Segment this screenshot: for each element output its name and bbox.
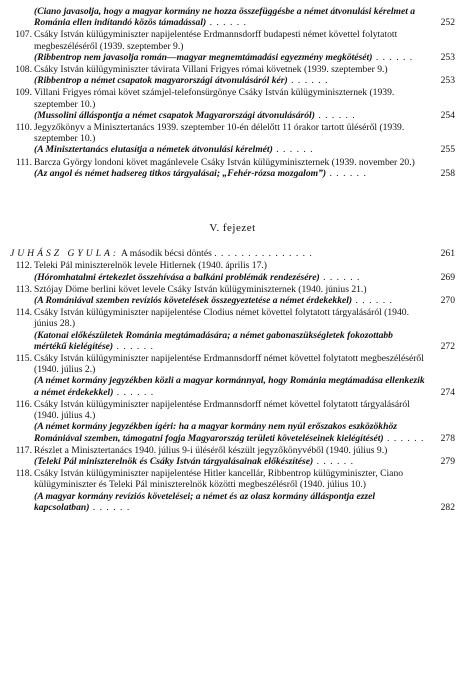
entry-number: 116. (15, 398, 32, 410)
page-number: 282 (440, 501, 455, 513)
entry-note: (Ribbentrop a német csapatok magyarországi átvonulásáról kér) (34, 75, 288, 87)
toc-entry-body (10, 260, 455, 282)
entry-text: Csáky István külügyminiszter napijelentése Erdmannsdorff budapesti német követtel folytatott megbeszéléséről (1939. szeptember 9.) (34, 29, 398, 52)
leader-dots: . . . . . . (319, 271, 361, 283)
entry-note: (A magyar kormány revíziós követelései; a német és az olasz kormány álláspontja ezzel kapcsolatban) (34, 490, 376, 513)
page-number: 253 (440, 51, 455, 63)
toc-entry (10, 157, 455, 179)
toc-entry-body (10, 29, 455, 63)
toc-entry (10, 307, 455, 352)
entry-note: (Mussolini álláspontja a német csapatok Magyarországi átvonulásáról) (34, 109, 315, 121)
toc-list-bottom (10, 260, 455, 512)
section-author: JUHÁSZ GYULA: (10, 248, 120, 260)
entry-note: (Ciano javasolja, hogy a magyar kormány ne hozza összefüggésbe a német átvonulási kérelmet a Románia ellen indítandó közös támadással) (34, 6, 416, 29)
toc-entry (10, 468, 455, 513)
toc-entry (10, 284, 455, 306)
page-number: 269 (440, 271, 455, 283)
toc-entry-body (10, 284, 455, 306)
toc-entry-body (10, 87, 455, 121)
entry-number: 114. (15, 307, 32, 319)
entry-text: Villani Frigyes római követ számjel-telefonsürgönye Csáky István külügyminiszternek (1939. szeptember 10.) (34, 87, 395, 110)
leader-dots: . . . . . . (326, 167, 367, 179)
toc-entry-body (10, 157, 455, 179)
toc-entry (10, 29, 455, 63)
entry-text: Csáky István külügyminiszter napijelentése Hitler kancellár, Ribbentrop külügyminiszter, Ciano külügyminiszter és Teleki Pál miniszterelnök közötti megbeszélésről (1940. július 10.) (34, 468, 404, 491)
page-number: 270 (440, 295, 455, 307)
page-number: 258 (440, 167, 455, 179)
entry-text: Csáky István külügyminiszter napijelentése Erdmannsdorff német követtel folytatott megbeszéléséről (1940. július 2.) (34, 353, 424, 376)
page-number: 261 (440, 248, 455, 260)
entry-number: 112. (15, 260, 32, 272)
page-number: 272 (440, 340, 455, 352)
chapter-heading: V. fejezet (209, 222, 256, 235)
leader-dots: . . . . . . (272, 144, 314, 156)
leader-dots: . . . . . . (89, 501, 131, 513)
entry-note: (A Minisztertanács elutasítja a németek átvonulási kérelmét) (34, 144, 273, 156)
entry-text: Csáky István külügyminiszter napijelentése Erdmannsdorff német követtel folytatott tárgyalásáról (1940. július 4.) (34, 398, 410, 422)
entry-number: 113. (15, 283, 32, 295)
leader-dots: . . . . . . . . . . . . . . . (214, 248, 313, 260)
entry-note: (Hóromhatalmi értekezlet összehívása a balkáni problémák rendezésére) (34, 271, 320, 283)
entry-text: Csáky István külügyminiszter napijelentése Clodius német követtel folytatott tárgyalásáról (1940. június 28.) (34, 307, 409, 330)
page-number: 278 (440, 432, 455, 444)
page-number: 274 (440, 386, 455, 398)
leader-dots: . . . . . . (287, 75, 329, 87)
toc-entry (10, 445, 455, 467)
toc-entry-body (10, 468, 455, 513)
entry-text: Jegyzőkönyv a Minisztertanács 1939. szeptember 10-én délelőtt 11 órakor tartott üléséről (1939. szeptember 10.) (34, 122, 405, 145)
entry-number: 118. (15, 468, 32, 480)
section-title-text: A második bécsi döntés (120, 248, 212, 260)
entry-number: 115. (15, 353, 32, 365)
page-number: 252 (440, 17, 455, 29)
entry-note: (Az angol és német hadsereg titkos tárgyalásai; „Fehér-rózsa mozgalom”) (34, 167, 327, 179)
entry-number: 117. (15, 444, 32, 456)
toc-entry (10, 64, 455, 86)
entry-text: Részlet a Minisztertanács 1940. július 9-i üléséről készült jegyzőkönyvéből (1940. július 9.) (34, 444, 388, 456)
entry-text: Sztójay Döme berlini követ levele Csáky István külügyminiszternek (1940. június 21.) (34, 283, 367, 295)
page-number: 255 (440, 144, 455, 156)
leader-dots: . . . . . . (352, 295, 393, 307)
leader-dots: . . . . . . (372, 51, 414, 63)
toc-entry (10, 6, 455, 28)
entry-note: (A német kormány jegyzékben ígéri: ha a magyar kormány nem nyúl erőszakos eszközökhöz Romániával szemben, támogatni fogja Magyarország területi követeléseinek kielégítését) (34, 421, 397, 444)
entry-number: 108. (15, 64, 32, 76)
toc-entry-body (10, 122, 455, 156)
page-number: 279 (440, 455, 455, 467)
entry-text: Barcza György londoni követ magánlevele Csáky István külügyminiszternek (1939. november 20.) (34, 156, 415, 168)
leader-dots: . . . . . . (313, 455, 354, 467)
toc-entry (10, 399, 455, 444)
entry-note: (Teleki Pál miniszterelnök és Csáky István tárgyalásainak előkészítése) (34, 455, 314, 467)
entry-number: 109. (15, 87, 32, 99)
entry-text: Teleki Pál miniszterelnök levele Hitlernek (1940. április 17.) (34, 260, 267, 272)
toc-entry-body (10, 307, 455, 352)
section-title (10, 248, 455, 259)
entry-note: (A Romániával szemben revíziós követelések összegyeztetése a német érdekekkel) (34, 295, 353, 307)
toc-entry (10, 122, 455, 156)
toc-entry-body (10, 399, 455, 444)
entry-text: Csáky István külügyminiszter távirata Villani Frigyes római követnek (1939. szeptember 9.) (34, 64, 388, 76)
entry-note: (A német kormány jegyzékben közli a magyar kormánnyal, hogy Románia megtámadása ellenkezik a német érdekekkel) (34, 375, 425, 398)
entry-note: (Katonai előkészületek Románia megtámadására; a német gabonaszükségletek fokozottabb mértékű kielégítése) (34, 329, 393, 352)
leader-dots: . . . . . . (206, 17, 247, 29)
toc-entry (10, 87, 455, 121)
entry-number: 110. (15, 122, 32, 134)
page-number: 254 (440, 109, 455, 121)
toc-entry-body (10, 64, 455, 86)
leader-dots: . . . . . . (113, 386, 155, 398)
toc-entry-body (10, 353, 455, 398)
toc-entry-body (10, 445, 455, 467)
leader-dots: . . . . . . (113, 340, 154, 352)
toc-entry-body (10, 6, 455, 28)
toc-entry (10, 260, 455, 282)
leader-dots: . . . . . . (383, 432, 425, 444)
leader-dots: . . . . . . (314, 109, 356, 121)
entry-note: (Ribbentrop nem javasolja román—magyar megnemtámadási egyezmény megkötését) (34, 51, 373, 63)
entry-number: 111. (15, 156, 32, 168)
toc-list-top (10, 6, 455, 179)
toc-entry (10, 353, 455, 398)
entry-number: 107. (15, 29, 32, 41)
page-number: 253 (440, 75, 455, 87)
